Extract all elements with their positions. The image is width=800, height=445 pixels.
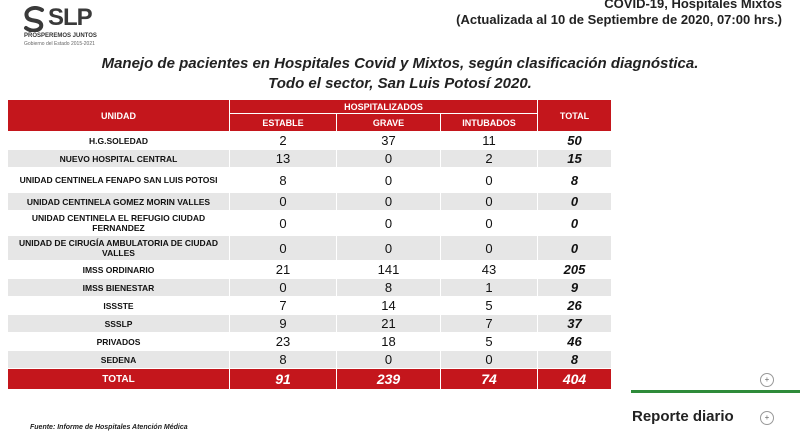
intubados-cell: 43 bbox=[441, 261, 538, 279]
estable-cell: 7 bbox=[230, 297, 337, 315]
unidad-cell: H.G.SOLEDAD bbox=[8, 132, 230, 150]
grave-cell: 141 bbox=[337, 261, 441, 279]
table-row bbox=[8, 132, 612, 150]
totals-estable: 91 bbox=[230, 369, 337, 390]
header-title: COVID-19, Hospitales Mixtos bbox=[604, 0, 782, 11]
total-cell: 37 bbox=[538, 315, 612, 333]
intubados-cell: 7 bbox=[441, 315, 538, 333]
grave-cell: 0 bbox=[337, 351, 441, 369]
estable-cell: 8 bbox=[230, 168, 337, 193]
intubados-cell: 1 bbox=[441, 279, 538, 297]
total-cell: 9 bbox=[538, 279, 612, 297]
table-row bbox=[8, 279, 612, 297]
table-row bbox=[8, 315, 612, 333]
header-update: (Actualizada al 10 de Septiembre de 2020, 07:00 hrs.) bbox=[456, 12, 782, 27]
estable-cell: 8 bbox=[230, 351, 337, 369]
grave-cell: 0 bbox=[337, 193, 441, 211]
table-row bbox=[8, 333, 612, 351]
intubados-cell: 5 bbox=[441, 333, 538, 351]
table-row bbox=[8, 168, 612, 193]
brand-name: SLP bbox=[48, 4, 92, 31]
estable-cell: 0 bbox=[230, 193, 337, 211]
unidad-cell: UNIDAD CENTINELA GOMEZ MORIN VALLES bbox=[8, 193, 230, 211]
estable-cell: 2 bbox=[230, 132, 337, 150]
col-header-hospitalizados: HOSPITALIZADOS bbox=[230, 100, 538, 114]
intubados-cell: 0 bbox=[441, 193, 538, 211]
unidad-cell: SSSLP bbox=[8, 315, 230, 333]
grave-cell: 8 bbox=[337, 279, 441, 297]
grave-cell: 0 bbox=[337, 236, 441, 261]
col-header-intubados: INTUBADOS bbox=[441, 114, 538, 132]
total-cell: 205 bbox=[538, 261, 612, 279]
unidad-cell: IMSS ORDINARIO bbox=[8, 261, 230, 279]
unidad-cell: ISSSTE bbox=[8, 297, 230, 315]
grave-cell: 0 bbox=[337, 211, 441, 236]
unidad-cell: SEDENA bbox=[8, 351, 230, 369]
estable-cell: 0 bbox=[230, 236, 337, 261]
total-cell: 8 bbox=[538, 351, 612, 369]
totals-total: 404 bbox=[538, 369, 612, 390]
col-header-estable: ESTABLE bbox=[230, 114, 337, 132]
intubados-cell: 5 bbox=[441, 297, 538, 315]
total-cell: 0 bbox=[538, 211, 612, 236]
intubados-cell: 0 bbox=[441, 236, 538, 261]
reporte-diario-label: Reporte diario bbox=[632, 408, 734, 425]
total-cell: 0 bbox=[538, 236, 612, 261]
totals-grave: 239 bbox=[337, 369, 441, 390]
col-header-total: TOTAL bbox=[538, 100, 612, 132]
grave-cell: 0 bbox=[337, 168, 441, 193]
total-cell: 50 bbox=[538, 132, 612, 150]
total-cell: 8 bbox=[538, 168, 612, 193]
col-header-grave: GRAVE bbox=[337, 114, 441, 132]
report-title: Manejo de pacientes en Hospitales Covid y Mixtos, según clasificación diagnóstica. bbox=[101, 55, 699, 72]
unidad-cell: IMSS BIENESTAR bbox=[8, 279, 230, 297]
table-row bbox=[8, 351, 612, 369]
total-cell: 46 bbox=[538, 333, 612, 351]
estable-cell: 23 bbox=[230, 333, 337, 351]
estable-cell: 0 bbox=[230, 211, 337, 236]
totals-intubados: 74 bbox=[441, 369, 538, 390]
expand-icon[interactable]: + bbox=[760, 373, 774, 387]
intubados-cell: 0 bbox=[441, 351, 538, 369]
estable-cell: 9 bbox=[230, 315, 337, 333]
table-row bbox=[8, 261, 612, 279]
unidad-cell: UNIDAD CENTINELA FENAPO SAN LUIS POTOSI bbox=[8, 168, 230, 193]
estable-cell: 0 bbox=[230, 279, 337, 297]
grave-cell: 18 bbox=[337, 333, 441, 351]
unidad-cell: UNIDAD DE CIRUGÍA AMBULATORIA DE CIUDAD VALLES bbox=[8, 236, 230, 261]
estable-cell: 13 bbox=[230, 150, 337, 168]
estable-cell: 21 bbox=[230, 261, 337, 279]
source-note: Fuente: Informe de Hospitales Atención Médica bbox=[30, 424, 188, 431]
totals-row bbox=[8, 369, 612, 390]
intubados-cell: 2 bbox=[441, 150, 538, 168]
slp-logo bbox=[22, 4, 102, 50]
total-cell: 26 bbox=[538, 297, 612, 315]
brand-sub: Gobierno del Estado 2015-2021 bbox=[24, 41, 95, 47]
plus-icon[interactable]: + bbox=[760, 411, 774, 425]
grave-cell: 0 bbox=[337, 150, 441, 168]
unidad-cell: UNIDAD CENTINELA EL REFUGIO CIUDAD FERNANDEZ bbox=[8, 211, 230, 236]
table-row bbox=[8, 150, 612, 168]
total-cell: 0 bbox=[538, 193, 612, 211]
slp-swirl-icon bbox=[22, 6, 48, 32]
table-row bbox=[8, 297, 612, 315]
grave-cell: 14 bbox=[337, 297, 441, 315]
report-subtitle: Todo el sector, San Luis Potosí 2020. bbox=[268, 75, 532, 92]
brand-slogan: PROSPEREMOS JUNTOS bbox=[24, 33, 97, 39]
table-row bbox=[8, 193, 612, 211]
table-row bbox=[8, 211, 612, 236]
intubados-cell: 0 bbox=[441, 168, 538, 193]
table-row bbox=[8, 236, 612, 261]
totals-label: TOTAL bbox=[8, 369, 230, 390]
grave-cell: 37 bbox=[337, 132, 441, 150]
intubados-cell: 0 bbox=[441, 211, 538, 236]
unidad-cell: NUEVO HOSPITAL CENTRAL bbox=[8, 150, 230, 168]
col-header-unidad: UNIDAD bbox=[8, 100, 230, 132]
green-accent-line bbox=[631, 390, 800, 393]
hospital-table bbox=[7, 99, 612, 390]
unidad-cell: PRIVADOS bbox=[8, 333, 230, 351]
grave-cell: 21 bbox=[337, 315, 441, 333]
total-cell: 15 bbox=[538, 150, 612, 168]
intubados-cell: 11 bbox=[441, 132, 538, 150]
